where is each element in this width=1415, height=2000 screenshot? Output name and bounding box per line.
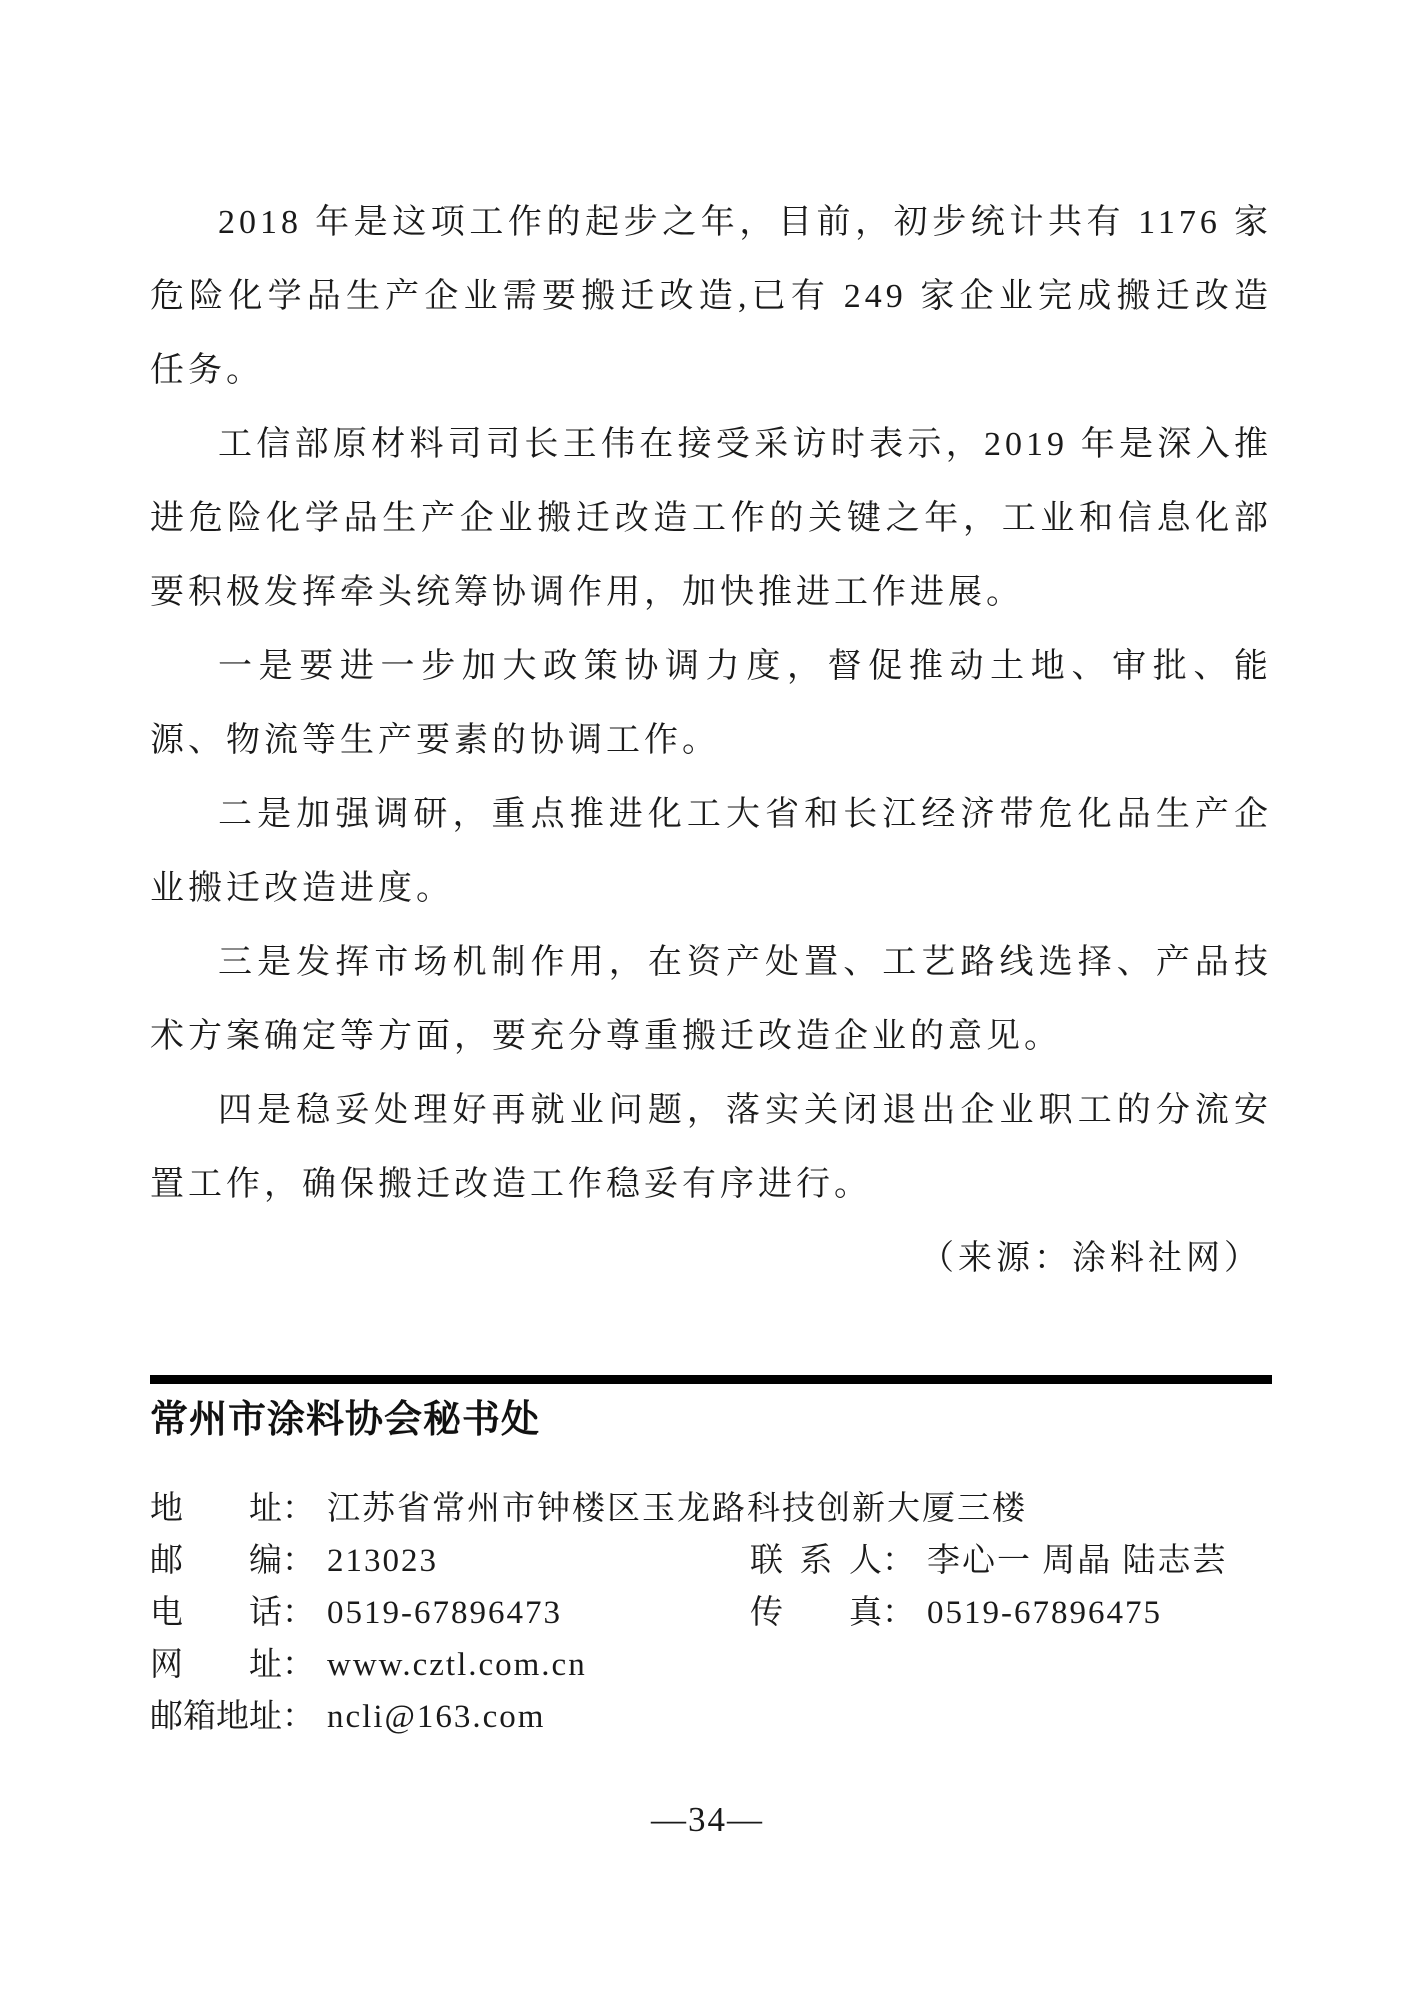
contact-value-email: ncli@163.com	[327, 1699, 546, 1735]
contact-row	[150, 1587, 1272, 1639]
contact-cell-contact-person	[750, 1535, 1272, 1587]
contact-label-email: 邮箱地址	[150, 1699, 282, 1735]
contact-label-website: 网址	[150, 1647, 282, 1683]
body-paragraph: 三是发挥市场机制作用，在资产处置、工艺路线选择、产品技术方案确定等方面，要充分尊重搬迁改造企业的意见。	[150, 944, 1272, 1055]
contact-row	[150, 1639, 1272, 1691]
contact-value-website: www.cztl.com.cn	[327, 1647, 587, 1683]
body-paragraph: 一是要进一步加大政策协调力度，督促推动土地、审批、能源、物流等生产要素的协调工作。	[150, 648, 1272, 759]
contact-label-address: 地址	[150, 1491, 282, 1527]
contact-value-contact-person: 李心一 周晶 陆志芸	[927, 1543, 1228, 1579]
body-paragraph: 2018 年是这项工作的起步之年，目前，初步统计共有 1176 家危险化学品生产企业需要搬迁改造,已有 249 家企业完成搬迁改造任务。	[150, 204, 1272, 389]
contact-colon: ：	[282, 1491, 315, 1527]
contact-colon: ：	[282, 1647, 315, 1683]
contact-cell-email	[150, 1691, 750, 1743]
contact-value-phone: 0519-67896473	[327, 1595, 562, 1631]
contact-cell-fax	[750, 1587, 1272, 1639]
contact-label-contact-person: 联系人	[750, 1543, 882, 1579]
contact-value-address: 江苏省常州市钟楼区玉龙路科技创新大厦三楼	[327, 1491, 1027, 1527]
footer-divider	[150, 1375, 1272, 1384]
article-body	[150, 186, 1272, 1296]
contact-cell-address	[150, 1483, 1027, 1535]
contact-colon: ：	[282, 1595, 315, 1631]
body-paragraph: 工信部原材料司司长王伟在接受采访时表示，2019 年是深入推进危险化学品生产企业搬迁改造工作的关键之年，工业和信息化部要积极发挥牵头统筹协调作用，加快推进工作进展。	[150, 426, 1272, 611]
contact-colon: ：	[882, 1595, 915, 1631]
contact-colon: ：	[882, 1543, 915, 1579]
contact-cell-postcode	[150, 1535, 750, 1587]
contact-row	[150, 1535, 1272, 1587]
body-paragraph: 二是加强调研，重点推进化工大省和长江经济带危化品生产企业搬迁改造进度。	[150, 796, 1272, 907]
contact-colon: ：	[282, 1543, 315, 1579]
contact-cell-phone	[150, 1587, 750, 1639]
contact-rows	[150, 1483, 1272, 1743]
footer-contact-block	[150, 1375, 1272, 1743]
contact-value-postcode: 213023	[327, 1543, 438, 1579]
contact-cell-website	[150, 1639, 750, 1691]
contact-row	[150, 1691, 1272, 1743]
contact-colon: ：	[282, 1699, 315, 1735]
contact-label-postcode: 邮编	[150, 1543, 282, 1579]
page-number: —34—	[651, 1800, 764, 1839]
body-paragraph: 四是稳妥处理好再就业问题，落实关闭退出企业职工的分流安置工作，确保搬迁改造工作稳妥有序进行。	[150, 1092, 1272, 1203]
contact-value-fax: 0519-67896475	[927, 1595, 1162, 1631]
contact-row	[150, 1483, 1272, 1535]
source-attribution: （来源：涂料社网）	[920, 1240, 1262, 1277]
footer-heading: 常州市涂料协会秘书处	[150, 1399, 541, 1441]
contact-label-fax: 传真	[750, 1595, 882, 1631]
contact-label-phone: 电话	[150, 1595, 282, 1631]
